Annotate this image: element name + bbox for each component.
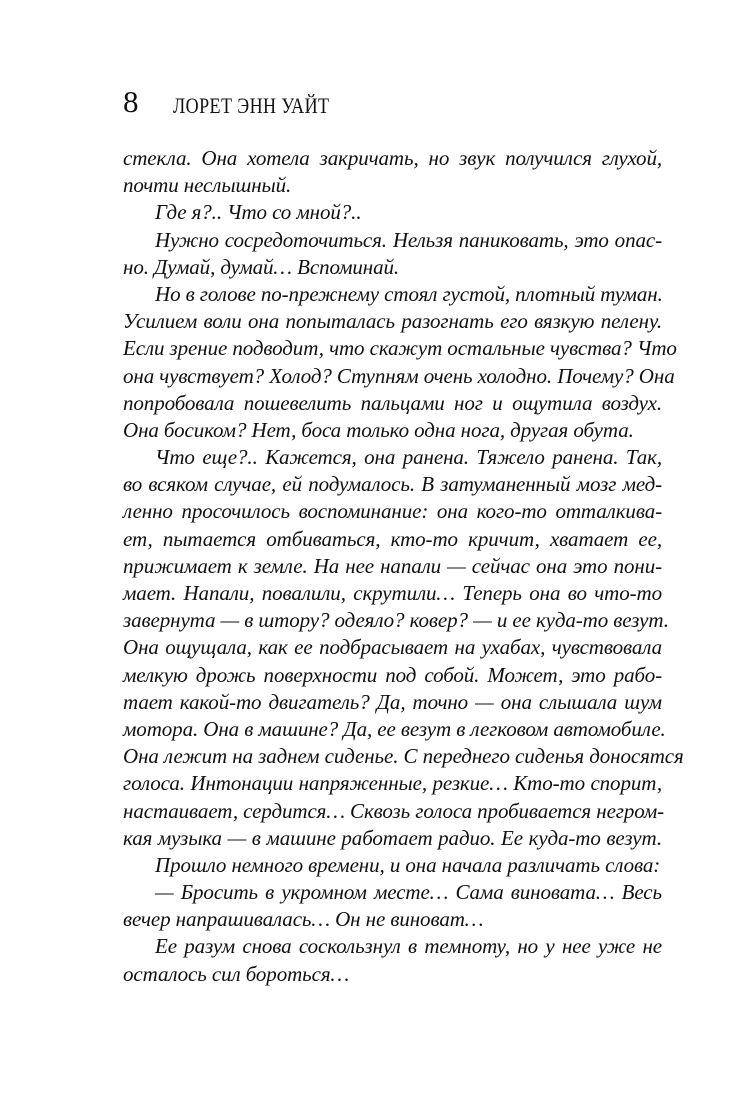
text-line: стекла. Она хотела закричать, но звук получился глухой, (123, 146, 662, 170)
text-line: голоса. Интонации напряженные, резкие… Кто-то спорит, (123, 771, 662, 796)
text-line: мелкую дрожь поверхности под собой. Может, это рабо- (123, 662, 662, 687)
text-line: Что еще?.. Кажется, она ранена. Тяжело ранена. Так, (155, 445, 662, 470)
text-line: тает какой-то двигатель? Да, точно — она слышала шум (123, 689, 662, 714)
text-line: Ее разум снова соскользнул в темноту, но у нее уже не (155, 934, 662, 959)
text-line: прижимает к земле. На нее напали — сейчас она это пони- (123, 553, 662, 578)
text-line: она чувствует? Холод? Ступням очень холодно. Почему? Она (123, 363, 675, 388)
running-header (123, 84, 663, 124)
page-number: 8 (123, 84, 139, 119)
text-line: Если зрение подводит, что скажут остальные чувства? Что (123, 336, 677, 361)
body-text (123, 145, 684, 988)
text-line: мает. Напали, повалили, скрутили… Теперь она во что-то (123, 581, 662, 605)
text-line: почти неслышный. (123, 173, 292, 198)
text-line: Усилием воли она попыталась разогнать его вязкую пелену. (123, 309, 662, 334)
text-line: Нужно сосредоточиться. Нельзя паниковать, это опас- (155, 227, 662, 252)
text-line: ленно просочилось воспоминание: она кого-то отталкива- (123, 499, 662, 524)
text-line: завернута — в штору? одеяло? ковер? — и ее куда-то везут. (123, 608, 669, 633)
text-line: Прошло немного времени, и она начала различать слова: (155, 852, 661, 877)
text-line: вечер напрашивалась… Он не виноват… (123, 907, 484, 932)
text-line: осталось сил бороться… (123, 961, 350, 986)
text-line: Но в голове по-прежнему стоял густой, плотный туман. (155, 281, 663, 306)
text-line: кая музыка — в машине работает радио. Ее куда-то везут. (123, 825, 662, 850)
text-line: Она босиком? Нет, боса только одна нога, другая обута. (123, 417, 634, 442)
text-line: Она лежит на заднем сиденье. С переднего сиденья доносятся (123, 744, 684, 769)
text-line: Где я?.. Что со мной?.. (155, 200, 362, 225)
text-line: мотора. Она в машине? Да, ее везут в легковом автомобиле. (123, 716, 666, 741)
running-head-author: ЛОРЕТ ЭНН УАЙТ (173, 93, 330, 118)
text-line: ет, пытается отбиваться, кто-то кричит, хватает ее, (123, 526, 662, 551)
text-line: во всяком случае, ей подумалось. В затуманенный мозг мед- (123, 472, 662, 497)
text-line: попробовала пошевелить пальцами ног и ощутила воздух. (123, 390, 662, 415)
text-line: но. Думай, думай… Вспоминай. (123, 254, 400, 279)
text-line: — Бросить в укромном месте… Сама виновата… Весь (155, 880, 662, 905)
text-line: Она ощущала, как ее подбрасывает на ухабах, чувствовала (123, 635, 662, 660)
text-line: настаивает, сердится… Сквозь голоса пробивается негром- (123, 798, 665, 823)
